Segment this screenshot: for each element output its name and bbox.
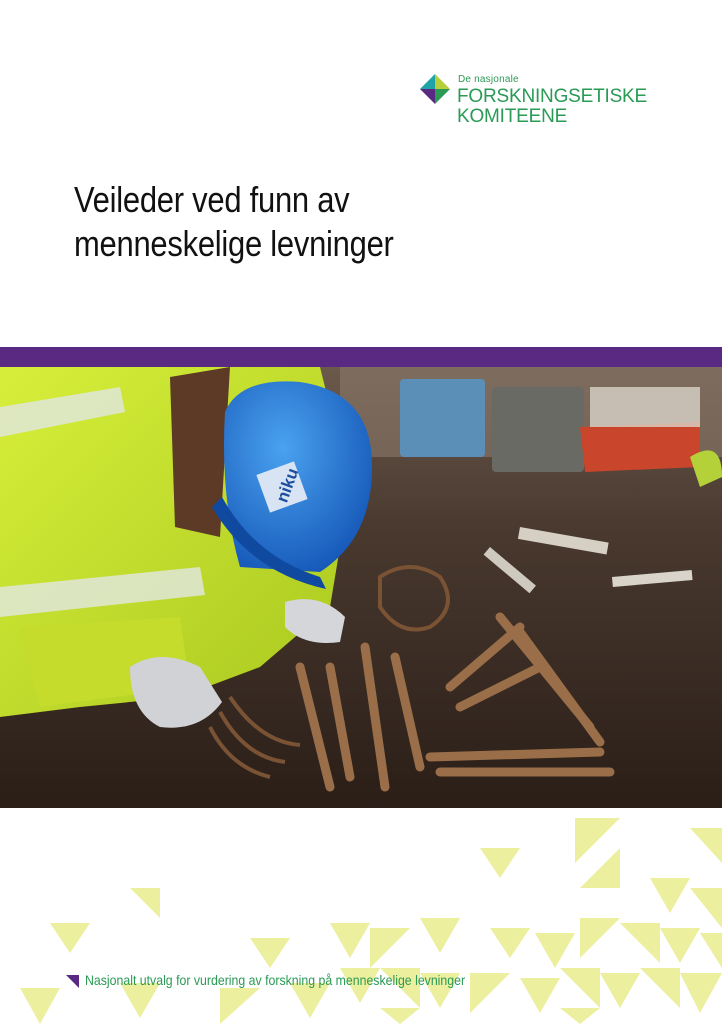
- helmet-label: niku: [272, 465, 303, 505]
- title-line-2: menneskelige levninger: [74, 223, 394, 264]
- logo-line-2: KOMITEENE: [457, 106, 568, 127]
- purple-band: [0, 347, 722, 367]
- triangle-bullet-icon: [66, 975, 79, 988]
- excavation-photo: [0, 367, 722, 808]
- title-line-1: Veileder ved funn av: [74, 179, 350, 220]
- logo: [420, 70, 680, 130]
- logo-mark-icon: [420, 74, 450, 104]
- logo-line-1: FORSKNINGSETISKE: [457, 86, 648, 107]
- logo-small-text: De nasjonale: [458, 74, 519, 85]
- document-title: [74, 178, 394, 266]
- footer: [66, 972, 706, 992]
- footer-text: Nasjonalt utvalg for vurdering av forskning på menneskelige levninger: [85, 972, 466, 988]
